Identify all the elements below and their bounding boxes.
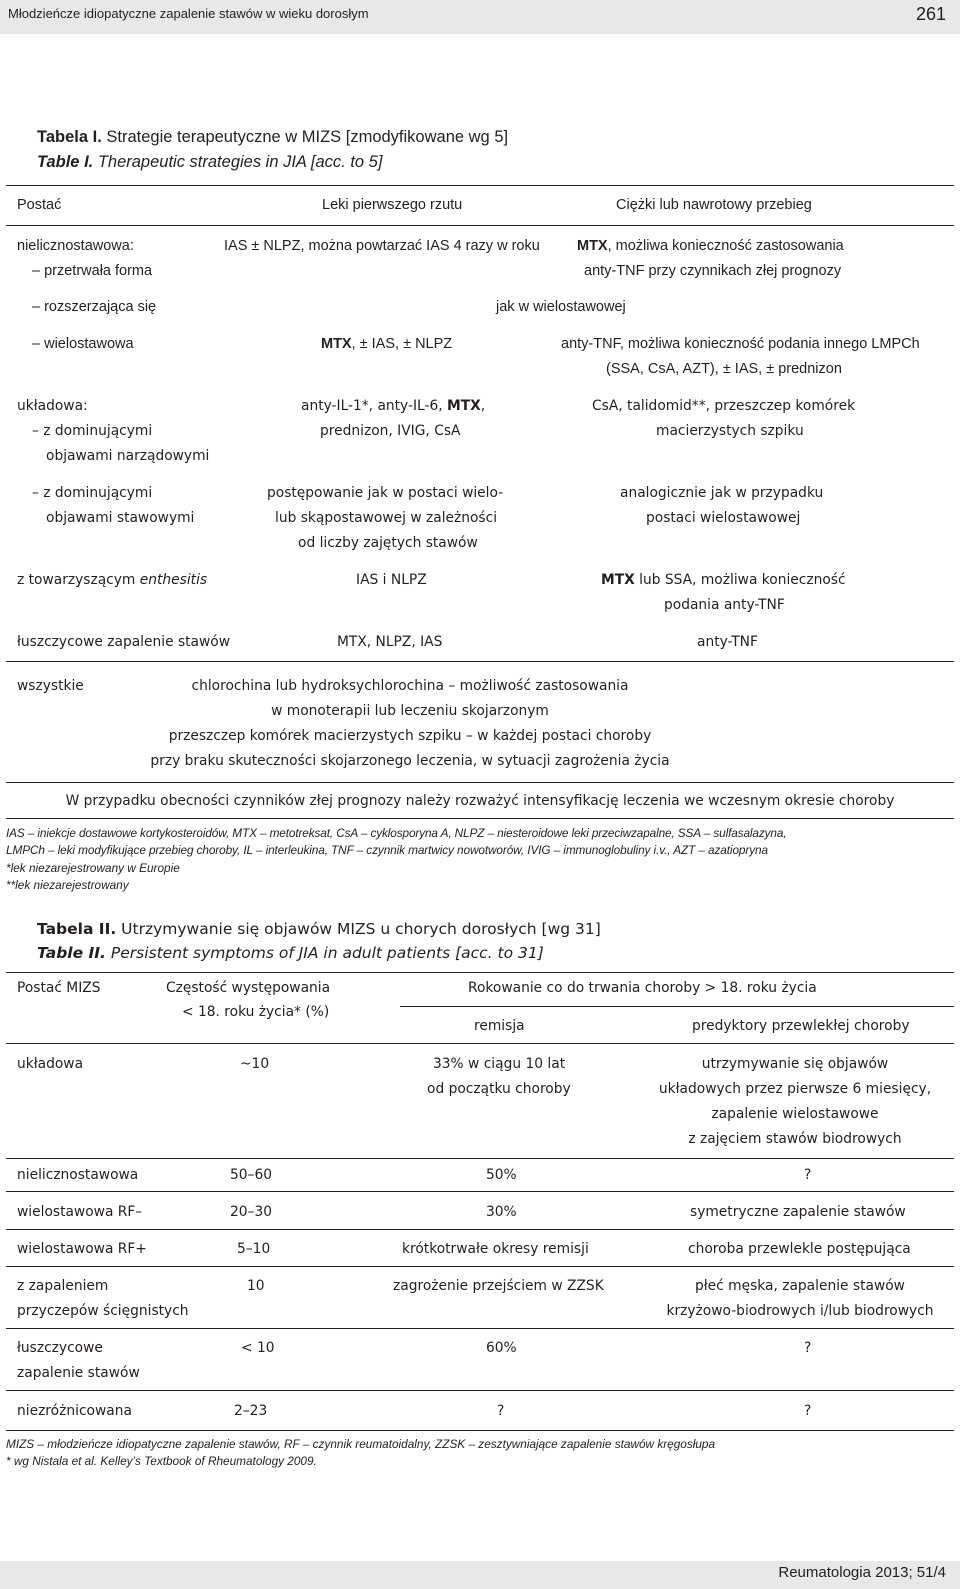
table2-label-en: Table II. — [37, 944, 106, 962]
t1-r5-form-1: – z dominującymi — [32, 485, 153, 501]
t2-r2-predictors: ? — [804, 1167, 812, 1183]
t2-r3-remission: 30% — [486, 1204, 517, 1220]
t2-r2-remission: 50% — [486, 1167, 517, 1183]
t1-row7-rule — [6, 661, 954, 662]
t1-r2-span: jak w wielostawowej — [496, 299, 626, 315]
table2-bottom-rule — [6, 1430, 954, 1431]
t1-r6-form — [17, 568, 207, 593]
table2-title-pl: Utrzymywanie się objawów MIZS u chorych dorosłych [wg 31] — [116, 920, 601, 938]
t2-r6-freq: < 10 — [241, 1340, 275, 1356]
t2-r1-remission-2: od początku choroby — [427, 1081, 571, 1097]
t2-r5-predictors-2: krzyżowo-biodrowych i/lub biodrowych — [666, 1303, 934, 1319]
t1-r7-severe: anty-TNF — [697, 634, 758, 650]
t1-r6-severe-drug: MTX — [601, 572, 635, 588]
t1-r4-first-1-text: anty-IL-1*, anty-IL-6, — [301, 398, 447, 414]
t2-r4-freq: 5–10 — [237, 1241, 271, 1257]
t1-r5-severe-2: postaci wielostawowej — [646, 510, 801, 526]
t1-r4-first-1 — [301, 394, 485, 419]
t1-r6-first: IAS i NLPZ — [356, 572, 427, 588]
t2-r5-form-2: przyczepów ścięgnistych — [17, 1303, 189, 1319]
t1-r3-first-line — [321, 332, 452, 357]
t2-r3-rule — [6, 1229, 954, 1230]
t1-r5-first-3: od liczby zajętych stawów — [298, 535, 478, 551]
t1-r7-form: łuszczycowe zapalenie stawów — [17, 634, 231, 650]
t2-r4-form: wielostawowa RF+ — [17, 1241, 147, 1257]
t1-r3-form: – wielostawowa — [32, 336, 134, 352]
t1-r8-form: wszystkie — [17, 678, 84, 694]
t2-header-prognosis: Rokowanie co do trwania choroby > 18. roku życia — [468, 980, 817, 996]
t2-r1-predictors-2: układowych przez pierwsze 6 miesięcy, — [658, 1081, 932, 1097]
table1-caption-en — [37, 153, 382, 172]
t1-footnote-1: *lek niezarejestrowany w Europie — [6, 861, 180, 875]
t2-r1-remission-1: 33% w ciągu 10 lat — [433, 1056, 566, 1072]
t1-r4-form-1: układowa: — [17, 398, 88, 414]
t1-r5-first-2: lub skąpostawowej w zależności — [275, 510, 498, 526]
t1-r8-line-3: przeszczep komórek macierzystych szpiku – w każdej postaci choroby — [168, 728, 652, 744]
t2-r1-predictors-3: zapalenie wielostawowe — [711, 1106, 879, 1122]
t2-r7-form: niezróżnicowana — [17, 1403, 132, 1419]
t1-abbreviations-2: LMPCh – leki modyfikujące przebieg choroby, IL – interleukina, TNF – czynnik martwicy nowotworów, IVIG – immunoglobuliny i.v., AZT – azatiopryna — [6, 843, 768, 857]
t1-r6-severe-1 — [601, 568, 846, 593]
t2-header-freq-1: Częstość występowania — [166, 980, 331, 996]
t2-r5-freq: 10 — [247, 1278, 265, 1294]
t1-r1-first-line: IAS ± NLPZ, można powtarzać IAS 4 razy w roku — [224, 238, 540, 254]
table1-label-en: Table I. — [37, 153, 94, 171]
table1-title-en: Therapeutic strategies in JIA [acc. to 5] — [93, 153, 383, 171]
t1-r4-first-comma: , — [480, 398, 486, 414]
t2-r1-form: układowa — [17, 1056, 84, 1072]
t1-r6-severe-2: podania anty-TNF — [664, 597, 785, 613]
t2-r4-remission: krótkotrwałe okresy remisji — [402, 1241, 589, 1257]
t2-header-remission: remisja — [474, 1018, 525, 1034]
t2-r4-rule — [6, 1266, 954, 1267]
t1-r5-first-1: postępowanie jak w postaci wielo- — [267, 485, 504, 501]
t2-r1-freq: ~10 — [240, 1056, 270, 1072]
t1-r1-severe-2: anty-TNF przy czynnikach złej prognozy — [584, 263, 842, 279]
t1-r8-line-1: chlorochina lub hydroksychlorochina – możliwość zastosowania — [191, 678, 629, 694]
table2-caption-en — [37, 944, 544, 962]
t2-r1-predictors-4: z zajęciem stawów biodrowych — [688, 1131, 902, 1147]
table1-label-pl: Tabela I. — [37, 128, 102, 146]
t1-r1-severe-drug: MTX — [577, 238, 608, 254]
t1-r1-severe-1 — [577, 234, 844, 259]
t2-r7-freq: 2–23 — [234, 1403, 268, 1419]
t1-r2-form: – rozszerzająca się — [32, 299, 157, 315]
t1-r3-first-drug: MTX — [321, 336, 352, 352]
t1-r3-severe-2: (SSA, CsA, AZT), ± IAS, ± prednizon — [606, 361, 842, 377]
t2-r1-rule — [6, 1158, 954, 1159]
t2-r6-remission: 60% — [486, 1340, 517, 1356]
t2-r5-form-1: z zapaleniem — [17, 1278, 109, 1294]
t2-footnote: * wg Nistala et al. Kelley’s Textbook of Rheumatology 2009. — [6, 1454, 317, 1468]
t1-r9-note: W przypadku obecności czynników złej prognozy należy rozważyć intensyfikację leczenia we wczesnym okresie choroby — [65, 793, 895, 809]
t2-header-form: Postać MIZS — [17, 980, 101, 996]
t2-r6-form-1: łuszczycowe — [17, 1340, 103, 1356]
t1-r6-form-text: z towarzyszącym — [17, 572, 140, 588]
table1-caption-pl — [37, 128, 508, 147]
t2-prognosis-rule — [400, 1006, 954, 1007]
t1-r4-severe-1: CsA, talidomid**, przeszczep komórek — [592, 398, 856, 414]
t2-r2-freq: 50–60 — [230, 1167, 273, 1183]
table2-top-rule — [6, 972, 954, 973]
t1-r1-severe-text: , możliwa konieczność zastosowania — [607, 238, 844, 254]
t2-r7-predictors: ? — [804, 1403, 812, 1419]
t2-r5-predictors-1: płeć męska, zapalenie stawów — [695, 1278, 905, 1294]
t1-r5-form-2: objawami stawowymi — [46, 510, 195, 526]
t1-r8-line-4: przy braku skuteczności skojarzonego leczenia, w sytuacji zagrożenia życia — [150, 753, 670, 769]
t1-header-severe: Ciężki lub nawrotowy przebieg — [616, 197, 812, 213]
t2-r7-remission: ? — [497, 1403, 505, 1419]
page-number: 261 — [915, 4, 946, 24]
t1-r6-severe-text: lub SSA, możliwa konieczność — [634, 572, 846, 588]
table2-label-pl: Tabela II. — [37, 920, 117, 938]
table1-bottom-rule — [6, 818, 954, 819]
t1-r4-first-drug: MTX — [447, 398, 481, 414]
table1-title-pl: Strategie terapeutyczne w MIZS [zmodyfikowane wg 5] — [101, 128, 509, 146]
t2-r5-rule — [6, 1328, 954, 1329]
t1-r1-form-1: nielicznostawowa: — [17, 238, 134, 254]
t1-r4-form-3: objawami narządowymi — [46, 448, 210, 464]
journal-footer: Reumatologia 2013; 51/4 — [778, 1564, 946, 1581]
table1-top-rule — [6, 185, 954, 186]
table2-caption-pl — [37, 920, 601, 938]
t2-r6-rule — [6, 1390, 954, 1391]
t2-r3-form: wielostawowa RF– — [17, 1204, 143, 1220]
t2-r6-predictors: ? — [804, 1340, 812, 1356]
t1-header-form: Postać — [17, 197, 62, 213]
t2-header-rule — [6, 1043, 954, 1044]
t1-r6-form-italic: enthesitis — [139, 572, 208, 588]
t1-header-first-line: Leki pierwszego rzutu — [322, 197, 463, 213]
t1-r4-form-2: – z dominującymi — [32, 423, 153, 439]
t2-r3-predictors: symetryczne zapalenie stawów — [690, 1204, 906, 1220]
t1-r8-line-2: w monoterapii lub leczeniu skojarzonym — [271, 703, 549, 719]
t2-header-predictors: predyktory przewlekłej choroby — [692, 1018, 910, 1034]
t2-r6-form-2: zapalenie stawów — [17, 1365, 140, 1381]
t2-r2-form: nielicznostawowa — [17, 1167, 139, 1183]
t1-r4-severe-2: macierzystych szpiku — [656, 423, 804, 439]
t2-header-freq-2: < 18. roku życia* (%) — [182, 1004, 330, 1020]
t2-r2-rule — [6, 1191, 954, 1192]
t1-row8-rule — [6, 782, 954, 783]
t1-footnote-2: **lek niezarejestrowany — [6, 878, 129, 892]
t1-r5-severe-1: analogicznie jak w przypadku — [620, 485, 824, 501]
t2-r4-predictors: choroba przewlekle postępująca — [688, 1241, 911, 1257]
t1-r7-first: MTX, NLPZ, IAS — [337, 634, 443, 650]
t2-r5-remission: zagrożenie przejściem w ZZSK — [393, 1278, 604, 1294]
t2-r1-predictors-1: utrzymywanie się objawów — [701, 1056, 889, 1072]
running-title: Młodzieńcze idiopatyczne zapalenie stawów w wieku dorosłym — [8, 6, 369, 21]
t1-r1-form-2: – przetrwała forma — [32, 263, 153, 279]
t1-r3-severe-1: anty-TNF, możliwa konieczność podania innego LMPCh — [561, 336, 920, 352]
t1-r3-first-text: , ± IAS, ± NLPZ — [351, 336, 453, 352]
t1-header-rule — [6, 225, 954, 226]
t1-r4-first-2: prednizon, IVIG, CsA — [320, 423, 461, 439]
t2-abbreviations: MIZS – młodzieńcze idiopatyczne zapalenie stawów, RF – czynnik reumatoidalny, ZZSK – zesztywniające zapalenie stawów kręgosłupa — [6, 1437, 716, 1451]
t2-r3-freq: 20–30 — [230, 1204, 273, 1220]
t1-abbreviations-1: IAS – iniekcje dostawowe kortykosteroidów, MTX – metotreksat, CsA – cyklosporyna A, NLPZ – niesteroidowe leki przeciwzapalne, SSA – sulfasalazyna, — [6, 826, 787, 840]
table2-title-en: Persistent symptoms of JIA in adult patients [acc. to 31] — [105, 944, 544, 962]
